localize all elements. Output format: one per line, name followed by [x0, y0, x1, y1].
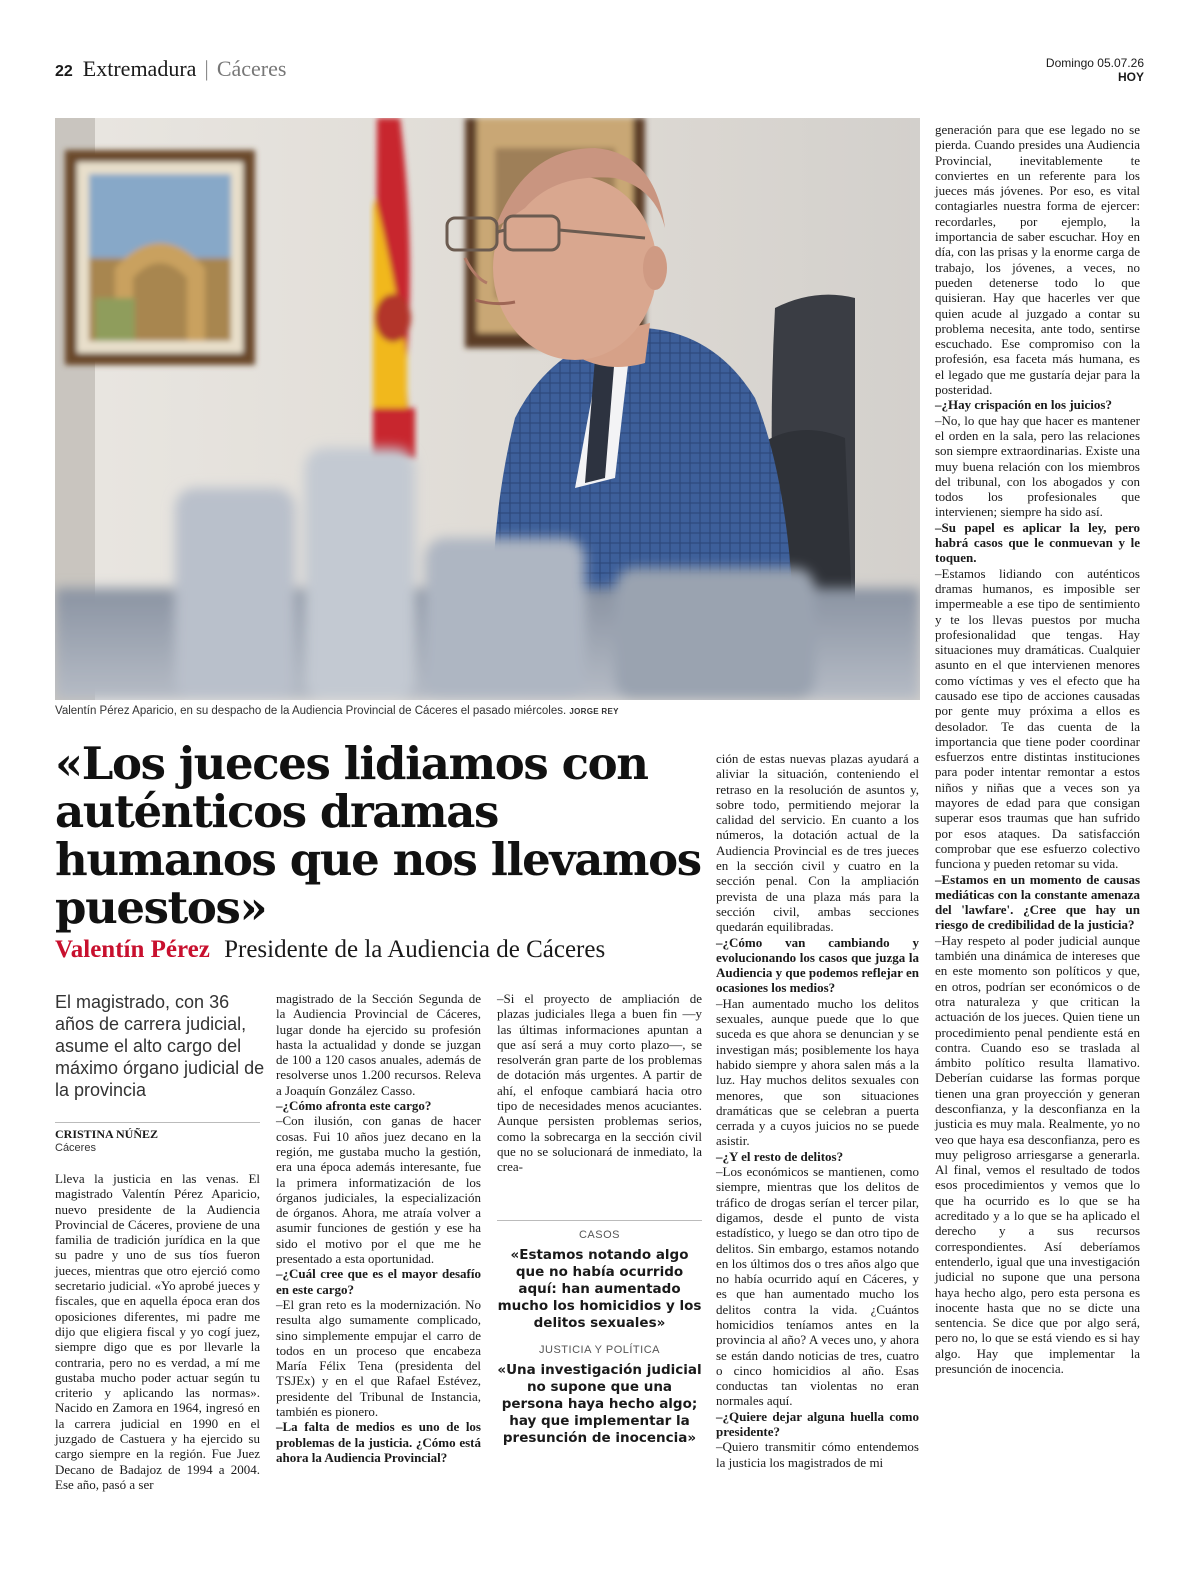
pull-quote-kicker: JUSTICIA Y POLÍTICA: [539, 1344, 660, 1356]
standfirst: El magistrado, con 36 años de carrera judicial, asume el alto cargo del máximo órgano judicial de la provincia: [55, 992, 265, 1100]
interviewee-role: Presidente de la Audiencia de Cáceres: [224, 936, 606, 963]
interview-answer: –Con ilusión, con ganas de hacer cosas. Fui 10 años juez decano en la región, me gustaba mucho la gestión, era una época además interesante, fue la primera informatización de los órganos judiciales, la especialización de órganos. Ahora, me atraía volver a asumir funciones de gestión y ese ha sido el motivo por el que me he presentado a esta oportunidad.: [276, 1113, 481, 1267]
pull-quote-box: [497, 1220, 702, 1459]
interview-answer: –Quiero transmitir cómo entendemos la justicia los magistrados de mi: [716, 1439, 919, 1470]
interview-answer: –Si el proyecto de ampliación de plazas judiciales llega a buen fin —y las últimas informaciones apuntan a que así será a muy corto plazo—, se resolverán gran parte de los problemas de dotación más urgentes. A partir de ahí, el enfoque cambiará hacia otro tipo de necesidades menos acuciantes. Aunque persisten problemas serios, como la sobrecarga en la sección civil que no se solucionará de inmediato, la crea-: [497, 991, 702, 1175]
section-name: Extremadura: [82, 56, 197, 81]
pull-quote-kicker: CASOS: [578, 1229, 620, 1241]
interview-question: –¿Cómo van cambiando y evolucionando los casos que juzga la Audiencia y que podemos reflejar en ocasiones los medios?: [716, 934, 919, 996]
interview-answer: ción de estas nuevas plazas ayudará a aliviar la situación, conteniendo el retraso en la resolución de asuntos y, sobre todo, permitiendo mejorar la calidad del servicio. En cuanto a los números, la dotación actual de la Audiencia Provincial es de tres jueces en la sección civil y cuatro en la sección penal. Con la ampliación prevista de una plaza más para la sección civil, ambas secciones quedarán equilibradas.: [716, 751, 919, 935]
interview-question: –Estamos en un momento de causas mediáticas con la constante amenaza del 'lawfare'. ¿Cree que hay un riesgo de credibilidad de la justicia?: [935, 871, 1140, 933]
interview-question: –Su papel es aplicar la ley, pero habrá casos que le conmuevan y le toquen.: [935, 519, 1140, 566]
divider: [55, 1122, 260, 1123]
headline: «Los jueces lidiamos con auténticos dramas humanos que nos llevamos puestos»: [55, 737, 701, 934]
interview-question: –La falta de medios es uno de los problemas de la justicia. ¿Cómo está ahora la Audiencia Provincial?: [276, 1419, 481, 1465]
body-column-2: [276, 991, 481, 1465]
interview-question: –¿Y el resto de delitos?: [716, 1148, 844, 1164]
interview-answer: –Hay respeto al poder judicial aunque también una dinámica de intereses que en este momento son políticos y que, en otros, podrían ser económicos o de otra naturaleza y que critican la actuación de los jueces. Quien tiene un procedimiento penal pendiente está en contra. Cuando eso se traslada al ámbito político resulta llamativo. Deberían cuidarse las formas porque tienen una gran proyección y generan desconfianza, y la desconfianza en la justicia es muy mala. Realmente, yo no veo que haya esa desconfianza, pero es muy peligroso arriesgarse a generarla. Al final, vemos el resultado de todos esos procedimientos y vemos que lo que ha ocurrido es lo que se ha acreditado y a lo que se ha aplicado el derecho y a sus recursos correspondientes. Así deberíamos entenderlo, igual que una investigación judicial no supone que una persona haya hecho algo, pero esta persona es inocente hasta que no se dicte una sentencia. Se dice que por algo será, pero no, lo que se está viendo es si hay algo. Hay que implementar la presunción de inocencia.: [935, 932, 1140, 1377]
interview-question: –¿Hay crispación en los juicios?: [935, 397, 1112, 413]
interview-question: –¿Cómo afronta este cargo?: [276, 1098, 432, 1114]
subsection-name: Cáceres: [216, 56, 287, 81]
body-column-4: [716, 751, 919, 1470]
body-column-5: [935, 122, 1140, 1376]
page-number: 22: [55, 63, 73, 80]
author-name: CRISTINA NÚÑEZ: [55, 1127, 159, 1141]
interview-question: –¿Quiere dejar alguna huella como presidente?: [716, 1408, 919, 1440]
interview-answer: –Han aumentado mucho los delitos sexuales, aunque puede que lo que suceda es que ahora se denuncian y se investigan más; posiblemente los haya habido siempre y ahora salen más a la luz. Hay muchos delitos sexuales con menores, que son situaciones dramáticas que se celebran a puerta cerrada y a cuyos juicios no se puede asistir.: [716, 995, 919, 1149]
interview-question: –¿Cuál cree que es el mayor desafío en este cargo?: [276, 1266, 481, 1297]
lead-photo-illustration: [55, 118, 920, 700]
body-column-3: [497, 991, 702, 1175]
interview-answer: magistrado de la Sección Segunda de la Audiencia Provincial de Cáceres, lugar donde ha ejercido su profesión hasta la actualidad y donde se juzgan de 100 a 120 casos anuales, además de resolverse unos 1.200 recursos. Releva a Joaquín González Casso.: [276, 991, 481, 1098]
body-paragraph: Lleva la justicia en las venas. El magistrado Valentín Pérez Aparicio, nuevo presidente de la Audiencia Provincial de Cáceres, proviene de una familia de tradición jurídica en la que su padre y uno de sus tíos fueron jueces, mientras que otro ejerció como secretario judicial. «Yo aprobé jueces y fiscales, que en aquella época eran dos oposiciones diferentes, mi padre me dijo que eligiera fiscal y yo cogí juez, siempre digo que es por llevarle la contraria, pero no es verdad, a mí me gustaba mucho poder actuar según tu criterio y aplicando las normas». Nacido en Zamora en 1964, ingresó en la carrera judicial en 1990 en el juzgado de Castuera y ha ejercido su cargo siempre en la región. Fue Juez Decano de Badajoz de 1994 a 2004. Ese año, pasó a ser: [55, 1171, 260, 1492]
issue-date: Domingo 05.07.26: [1045, 56, 1144, 70]
photo-caption: [55, 705, 619, 717]
interview-answer: –El gran reto es la modernización. No resulta algo sumamente complicado, sino simplemente empujar el carro de todos en un proceso que encabeza María Félix Tena (presidenta del TSJEx) y en el que Rafael Estévez, presidente del Tribunal de Instancia, también es pionero.: [276, 1296, 481, 1420]
interview-answer: –No, lo que hay que hacer es mantener el orden en la sala, pero las relaciones son siempre extraordinarias. Existe una muy buena relación con los miembros del tribunal, con los abogados y con todos los profesionales que intervienen; siempre ha sido así.: [935, 412, 1140, 520]
newspaper-name: HOY: [1117, 70, 1144, 84]
pull-quote: «Estamos notando algo que no había ocurrido aquí: han aumentado mucho los homicidios y los delitos sexuales»: [497, 1247, 702, 1331]
interview-answer: –Estamos lidiando con auténticos dramas humanos, es imposible ser impermeable a ese tipo de sentimiento y te los llevas puestos por mucha profesionalidad que tengas. Hay situaciones muy dramáticas. Cualquier asunto en el que intervienen menores como víctimas y ves el efecto que ha causado ese tipo de acciones causadas por gente muy próxima a ellos es desolador. Te das cuenta de la importancia que tiene poder coordinar esfuerzos entre distintas instituciones para poder intentar remontar a estos niños y niñas que a veces son ya mayores de edad para que consigan superar esos traumas que han sufrido por esos ataques. Da satisfacción comprobar que ese esfuerzo colectivo funciona y pueden retomar su vida.: [935, 565, 1140, 872]
interview-answer: generación para que ese legado no se pierda. Cuando presides una Audiencia Provincial, inevitablemente te conviertes en un referente para los jueces más jóvenes. Por eso, es vital contagiarles nuestra forma de ejercer: recordarles, por ejemplo, la importancia de saber escuchar. Hoy en día, con las prisas y la enorme carga de trabajo, los jóvenes, a veces, no pueden detenerse todo lo que quisieran. Hay que hacerles ver que quien acude al juzgado a contar su problema necesita, ante todo, sentirse escuchado. Ese compromiso con la profesión, esa faceta más humana, es el legado que me gustaría dejar para la posteridad.: [935, 122, 1140, 398]
pull-quote: «Una investigación judicial no supone que una persona haya hecho algo; hay que implementar la presunción de inocencia»: [497, 1362, 702, 1446]
photo-caption-text: Valentín Pérez Aparicio, en su despacho de la Audiencia Provincial de Cáceres el pasado miércoles.: [55, 705, 567, 717]
photo-credit: JORGE REY: [569, 707, 619, 716]
interviewee-name: Valentín Pérez: [55, 936, 210, 963]
dateline: [1046, 56, 1144, 84]
page-folio: [55, 56, 286, 82]
lead-photo: [55, 118, 920, 700]
body-column-1: [55, 1171, 260, 1492]
section-separator: |: [204, 56, 209, 81]
byline: [55, 936, 605, 964]
author-location: Cáceres: [55, 1142, 96, 1154]
interview-answer: –Los económicos se mantienen, como siempre, mientras que los delitos de tráfico de drogas serían el tercer pilar, digamos, desde el punto de vista estadístico, y luego se dan otro tipo de delitos. Sin embargo, estamos notando en los últimos dos o tres años algo que no había ocurrido aquí en Cáceres, y es que han aumentado mucho los delitos contra la vida. ¿Cuántos homicidios teníamos antes en la provincia al año? A veces uno, y ahora se están dando noticias de tres, cuatro o cinco homicidios al año. Esas conductas tan violentas no eran normales aquí.: [716, 1164, 919, 1409]
